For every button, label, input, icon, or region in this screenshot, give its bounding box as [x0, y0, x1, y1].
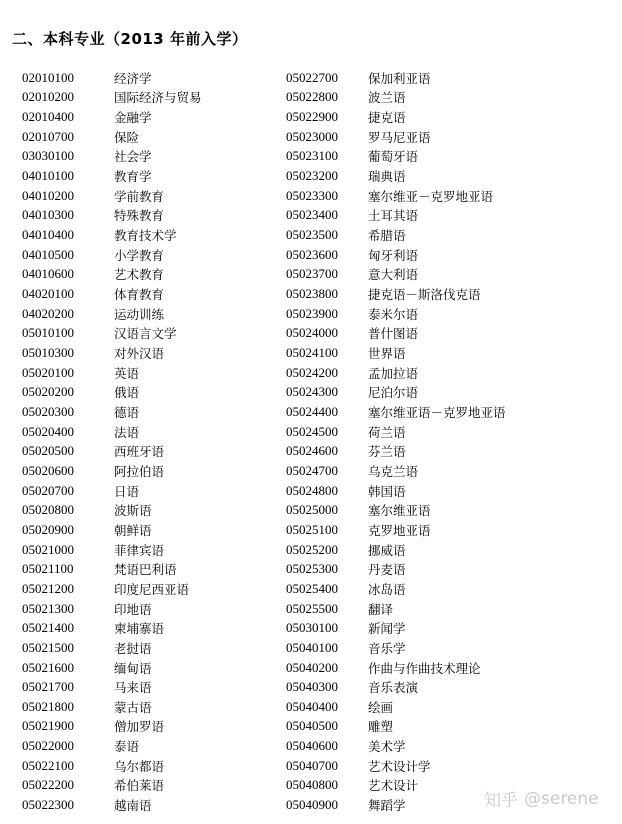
major-code: 05020100	[22, 364, 74, 380]
major-code: 05020500	[22, 443, 74, 459]
major-code: 05020700	[22, 482, 74, 498]
major-code: 05021500	[22, 639, 74, 655]
major-row	[286, 717, 506, 737]
major-code: 05020900	[22, 521, 74, 537]
major-row	[286, 304, 506, 324]
major-code: 05020600	[22, 462, 74, 478]
major-row	[22, 697, 202, 717]
major-row	[22, 225, 202, 245]
major-code: 05025200	[286, 541, 338, 557]
major-code: 03030100	[22, 148, 74, 164]
major-code: 05023000	[286, 128, 338, 144]
major-code: 05024500	[286, 423, 338, 439]
major-name: 挪威语	[368, 542, 406, 558]
major-code: 05021300	[22, 600, 74, 616]
major-row	[286, 265, 506, 285]
major-name: 艺术设计学	[368, 758, 431, 774]
major-code: 04020200	[22, 305, 74, 321]
major-row	[22, 795, 202, 815]
major-name: 菲律宾语	[114, 542, 165, 558]
major-code: 05023100	[286, 148, 338, 164]
major-name: 体育教育	[114, 287, 165, 303]
major-row	[22, 363, 202, 383]
major-row	[286, 776, 506, 796]
major-code: 05024100	[286, 345, 338, 361]
major-row	[286, 225, 506, 245]
major-name: 朝鲜语	[114, 522, 152, 538]
major-row	[22, 540, 202, 560]
major-code: 05022200	[22, 777, 74, 793]
major-name: 意大利语	[368, 267, 419, 283]
major-name: 西班牙语	[114, 444, 165, 460]
major-name: 荷兰语	[368, 424, 406, 440]
major-name: 马来语	[114, 680, 152, 696]
major-name: 教育技术学	[114, 228, 177, 244]
major-row	[286, 540, 506, 560]
major-row	[286, 481, 506, 501]
major-row	[286, 677, 506, 697]
major-row	[286, 88, 506, 108]
major-name: 泰语	[114, 739, 140, 755]
major-name: 世界语	[368, 346, 406, 362]
major-row	[22, 520, 202, 540]
major-code: 05040700	[286, 757, 338, 773]
major-name: 日语	[114, 483, 140, 499]
major-row	[286, 697, 506, 717]
major-name: 学前教育	[114, 188, 165, 204]
major-list-left	[22, 68, 202, 815]
major-name: 梵语巴利语	[114, 562, 177, 578]
major-list-right	[286, 68, 506, 815]
major-row	[22, 68, 202, 88]
major-code: 02010700	[22, 128, 74, 144]
major-row	[286, 756, 506, 776]
major-name: 韩国语	[368, 483, 406, 499]
major-name: 美术学	[368, 739, 406, 755]
major-name: 作曲与作曲技术理论	[368, 660, 481, 676]
major-name: 翻译	[368, 601, 394, 617]
major-code: 05010300	[22, 345, 74, 361]
major-row	[22, 736, 202, 756]
major-code: 05040900	[286, 797, 338, 813]
major-code: 04010100	[22, 168, 74, 184]
major-row	[286, 599, 506, 619]
major-name: 绘画	[368, 699, 394, 715]
major-code: 04010400	[22, 227, 74, 243]
major-code: 04020100	[22, 286, 74, 302]
major-name: 克罗地亚语	[368, 522, 431, 538]
major-name: 舞蹈学	[368, 798, 406, 814]
major-name: 波兰语	[368, 90, 406, 106]
major-name: 缅甸语	[114, 660, 152, 676]
major-code: 05022900	[286, 109, 338, 125]
major-code: 05021100	[22, 561, 74, 577]
major-row	[286, 383, 506, 403]
watermark-brand: 知乎	[484, 791, 518, 811]
major-row	[22, 324, 202, 344]
major-row	[22, 461, 202, 481]
major-name: 塞尔维亚语	[368, 503, 431, 519]
major-code: 05021900	[22, 718, 74, 734]
major-row	[22, 677, 202, 697]
major-code: 05030100	[286, 620, 338, 636]
major-code: 05022700	[286, 69, 338, 85]
major-name: 经济学	[114, 70, 152, 86]
major-name: 艺术设计	[368, 778, 419, 794]
major-code: 02010100	[22, 69, 74, 85]
major-code: 05023500	[286, 227, 338, 243]
major-name: 新闻学	[368, 621, 406, 637]
major-row	[22, 166, 202, 186]
major-name: 音乐表演	[368, 680, 419, 696]
major-code: 05020200	[22, 384, 74, 400]
major-name: 金融学	[114, 110, 152, 126]
major-code: 05024200	[286, 364, 338, 380]
major-name: 土耳其语	[368, 208, 419, 224]
major-code: 04010200	[22, 187, 74, 203]
major-name: 芬兰语	[368, 444, 406, 460]
major-code: 05021000	[22, 541, 74, 557]
major-row	[22, 481, 202, 501]
major-code: 05024400	[286, 403, 338, 419]
major-code: 02010200	[22, 89, 74, 105]
major-row	[22, 186, 202, 206]
major-name: 国际经济与贸易	[114, 90, 202, 106]
major-name: 教育学	[114, 169, 152, 185]
major-code: 05021400	[22, 620, 74, 636]
major-row	[286, 658, 506, 678]
major-code: 05040600	[286, 738, 338, 754]
major-code: 05021600	[22, 659, 74, 675]
major-code: 05040500	[286, 718, 338, 734]
major-code: 05023200	[286, 168, 338, 184]
major-code: 05023300	[286, 187, 338, 203]
major-name: 运动训练	[114, 306, 165, 322]
major-name: 特殊教育	[114, 208, 165, 224]
major-name: 波斯语	[114, 503, 152, 519]
major-code: 05040200	[286, 659, 338, 675]
major-name: 塞尔维亚－克罗地亚语	[368, 188, 494, 204]
major-name: 捷克语	[368, 110, 406, 126]
major-row	[22, 343, 202, 363]
major-code: 04010600	[22, 266, 74, 282]
major-code: 05022800	[286, 89, 338, 105]
major-name: 对外汉语	[114, 346, 165, 362]
major-row	[22, 265, 202, 285]
major-name: 汉语言文学	[114, 326, 177, 342]
major-code: 05023600	[286, 246, 338, 262]
major-name: 社会学	[114, 149, 152, 165]
major-code: 05024700	[286, 462, 338, 478]
major-code: 04010300	[22, 207, 74, 223]
major-name: 法语	[114, 424, 140, 440]
major-name: 葡萄牙语	[368, 149, 419, 165]
major-row	[286, 520, 506, 540]
major-code: 05023700	[286, 266, 338, 282]
major-name: 印地语	[114, 601, 152, 617]
major-row	[22, 756, 202, 776]
major-code: 05022300	[22, 797, 74, 813]
major-code: 05025000	[286, 502, 338, 518]
major-code: 05023900	[286, 305, 338, 321]
major-row	[22, 579, 202, 599]
major-row	[286, 245, 506, 265]
major-row	[286, 559, 506, 579]
major-name: 乌克兰语	[368, 463, 419, 479]
major-row	[22, 304, 202, 324]
major-code: 05020400	[22, 423, 74, 439]
major-code: 05040300	[286, 679, 338, 695]
major-row	[22, 127, 202, 147]
major-code: 05024000	[286, 325, 338, 341]
major-code: 05020300	[22, 403, 74, 419]
major-code: 05040100	[286, 639, 338, 655]
major-name: 阿拉伯语	[114, 463, 165, 479]
major-name: 尼泊尔语	[368, 385, 419, 401]
major-name: 希腊语	[368, 228, 406, 244]
major-code: 05025100	[286, 521, 338, 537]
major-row	[286, 461, 506, 481]
major-code: 05021200	[22, 580, 74, 596]
major-name: 小学教育	[114, 247, 165, 263]
major-code: 05025500	[286, 600, 338, 616]
major-name: 俄语	[114, 385, 140, 401]
major-name: 英语	[114, 365, 140, 381]
major-row	[286, 618, 506, 638]
major-row	[286, 638, 506, 658]
major-row	[22, 422, 202, 442]
major-code: 05021700	[22, 679, 74, 695]
major-code: 05040800	[286, 777, 338, 793]
major-code: 05020800	[22, 502, 74, 518]
major-row	[286, 107, 506, 127]
major-name: 匈牙利语	[368, 247, 419, 263]
major-name: 乌尔都语	[114, 758, 165, 774]
major-row	[286, 343, 506, 363]
major-row	[22, 559, 202, 579]
major-code: 05024300	[286, 384, 338, 400]
major-row	[286, 127, 506, 147]
major-name: 雕塑	[368, 719, 394, 735]
major-row	[286, 166, 506, 186]
major-name: 老挝语	[114, 640, 152, 656]
major-name: 柬埔寨语	[114, 621, 165, 637]
major-code: 05040400	[286, 698, 338, 714]
major-row	[22, 284, 202, 304]
major-row	[22, 500, 202, 520]
major-code: 02010400	[22, 109, 74, 125]
major-row	[286, 284, 506, 304]
major-row	[22, 245, 202, 265]
major-name: 普什图语	[368, 326, 419, 342]
major-code: 05023800	[286, 286, 338, 302]
watermark-handle: @serene	[524, 788, 599, 809]
major-code: 05010100	[22, 325, 74, 341]
section-title: 二、本科专业（2013 年前入学）	[12, 30, 248, 48]
major-code: 05022100	[22, 757, 74, 773]
major-name: 希伯莱语	[114, 778, 165, 794]
major-row	[286, 324, 506, 344]
major-row	[286, 402, 506, 422]
major-row	[22, 638, 202, 658]
major-code: 05022000	[22, 738, 74, 754]
major-name: 越南语	[114, 798, 152, 814]
major-row	[22, 402, 202, 422]
major-row	[22, 107, 202, 127]
major-name: 捷克语－斯洛伐克语	[368, 287, 481, 303]
major-name: 僧加罗语	[114, 719, 165, 735]
major-row	[286, 147, 506, 167]
major-row	[22, 206, 202, 226]
major-code: 05021800	[22, 698, 74, 714]
major-row	[22, 776, 202, 796]
major-name: 艺术教育	[114, 267, 165, 283]
major-name: 保加利亚语	[368, 70, 431, 86]
major-row	[286, 422, 506, 442]
major-row	[22, 441, 202, 461]
major-code: 05024600	[286, 443, 338, 459]
major-name: 泰米尔语	[368, 306, 419, 322]
major-row	[22, 88, 202, 108]
major-name: 罗马尼亚语	[368, 129, 431, 145]
major-row	[286, 579, 506, 599]
major-row	[286, 441, 506, 461]
major-name: 保险	[114, 129, 140, 145]
major-code: 05025400	[286, 580, 338, 596]
major-row	[286, 795, 506, 815]
major-row	[22, 658, 202, 678]
major-name: 蒙古语	[114, 699, 152, 715]
major-row	[22, 383, 202, 403]
major-row	[286, 363, 506, 383]
major-name: 德语	[114, 404, 140, 420]
major-name: 印度尼西亚语	[114, 581, 190, 597]
major-code: 04010500	[22, 246, 74, 262]
major-row	[286, 68, 506, 88]
major-row	[286, 186, 506, 206]
major-row	[22, 147, 202, 167]
major-row	[286, 500, 506, 520]
major-row	[286, 736, 506, 756]
major-name: 音乐学	[368, 640, 406, 656]
major-name: 丹麦语	[368, 562, 406, 578]
major-name: 冰岛语	[368, 581, 406, 597]
major-code: 05023400	[286, 207, 338, 223]
major-code: 05024800	[286, 482, 338, 498]
major-name: 孟加拉语	[368, 365, 419, 381]
major-name: 瑞典语	[368, 169, 406, 185]
major-name: 塞尔维亚语－克罗地亚语	[368, 404, 506, 420]
major-row	[22, 717, 202, 737]
major-code: 05025300	[286, 561, 338, 577]
major-row	[286, 206, 506, 226]
major-row	[22, 618, 202, 638]
major-row	[22, 599, 202, 619]
watermark	[484, 786, 599, 811]
